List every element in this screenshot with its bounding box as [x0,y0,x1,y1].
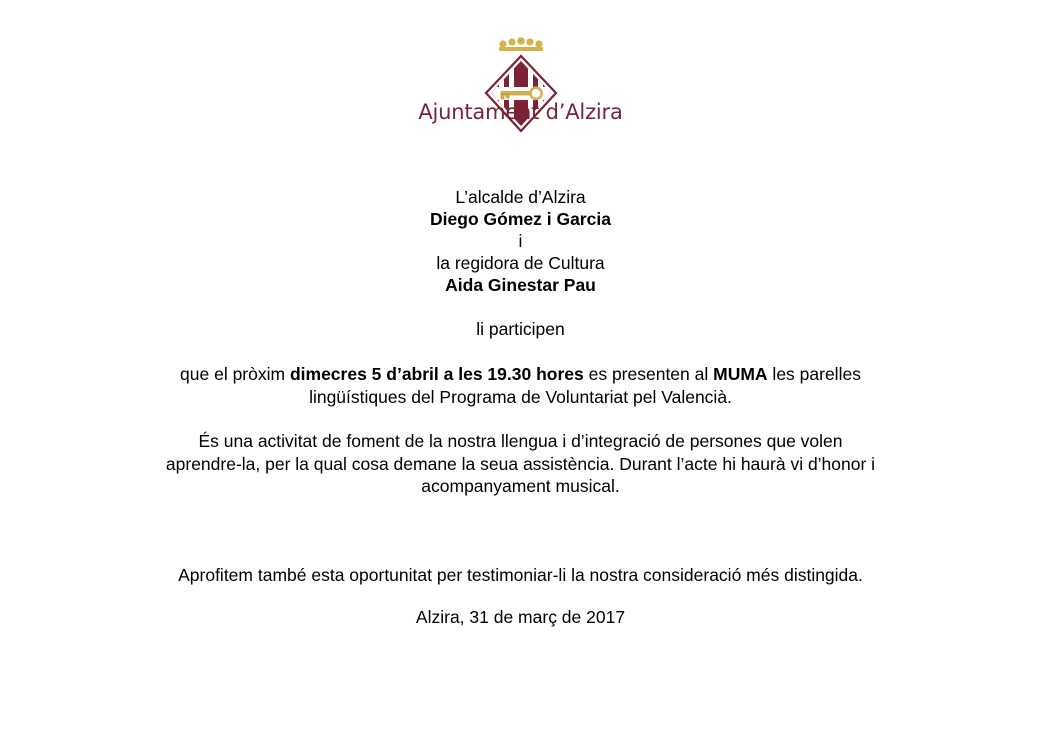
mayor-title: L’alcalde d’Alzira [455,187,586,207]
addressees-block [0,186,1041,296]
activity-line-1: És una activitat de foment de la nostra llengua i d’integració de persones que volen [198,431,843,451]
announcement-line-2: lingüístiques del Programa de Voluntariat pel Valencià. [309,386,732,407]
activity-paragraph [120,430,921,498]
closing-text: Aprofitem també esta oportunitat per testimoniar-li la nostra consideració més distingida. [178,565,863,585]
event-datetime: dimecres 5 d’abril a les 19.30 hores [289,364,584,384]
announcement-line-1 [120,363,921,386]
announcement-pre: que el pròxim [180,364,290,384]
crown-icon [499,37,543,51]
conjunction-text: i [518,231,523,251]
logo-wordmark: Ajuntament d’Alzira [418,100,623,124]
councillor-name: Aida Ginestar Pau [445,275,596,295]
place-date: Alzira, 31 de març de 2017 [415,607,626,627]
event-venue: MUMA [713,364,768,384]
announcement-paragraph [120,363,921,408]
activity-line-3: acompanyament musical. [421,476,620,496]
councillor-title: la regidora de Cultura [436,253,605,273]
announcement-post: les parelles [767,364,861,384]
announcement-mid: es presenten al [583,364,714,384]
intro-text: li participen [476,319,565,339]
mayor-name: Diego Gómez i Garcia [430,209,611,229]
activity-line-2: aprendre-la, per la qual cosa demane la seua assistència. Durant l’acte hi haurà vi d’honor i [165,453,876,474]
